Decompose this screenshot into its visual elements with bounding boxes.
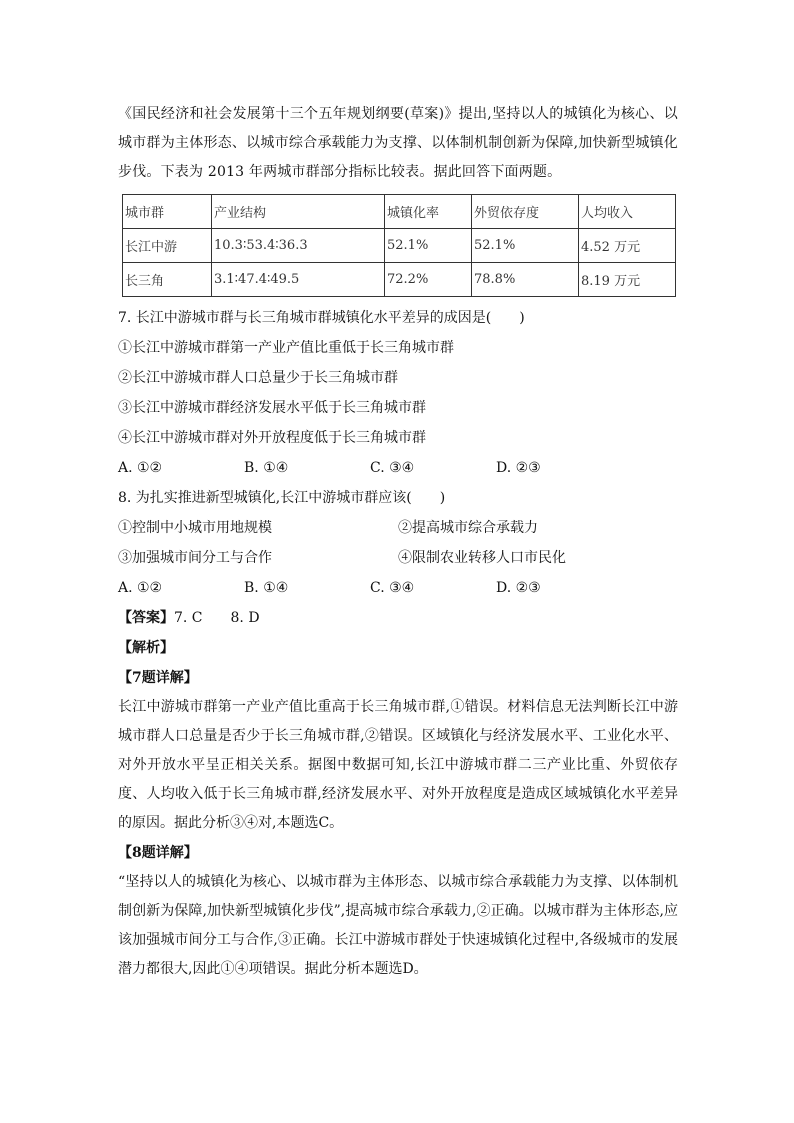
analysis-label: 【解析】 bbox=[118, 640, 174, 656]
table-cell: 52.1% bbox=[385, 229, 472, 263]
table-cell: 长三角 bbox=[123, 263, 212, 297]
table-row bbox=[123, 229, 676, 263]
comparison-table bbox=[122, 194, 676, 297]
table-header-cell: 产业结构 bbox=[212, 195, 385, 229]
detail-7-text: 长江中游城市群第一产业产值比重高于长三角城市群,①错误。材料信息无法判断长江中游城市群人口总量是否少于长三角城市群,②错误。区域镇化与经济发展水平、工业化水平、对外开放水平呈正相关关系。据图中数据可知,长江中游城市群二三产业比重、外贸依存度、人均收入低于长三角城市群,经济发展水平、对外开放程度是造成区域城镇化水平差异的原因。据此分析③④对,本题选C。 bbox=[118, 699, 678, 831]
question-8-item: ④限制农业转移人口市民化 bbox=[398, 550, 566, 566]
option-d: D. ②③ bbox=[496, 460, 541, 476]
table-cell: 长江中游 bbox=[123, 229, 212, 263]
answer-label: 【答案】 bbox=[118, 610, 174, 626]
question-7-stem: 7. 长江中游城市群与长三角城市群城镇化水平差异的成因是( ) bbox=[118, 310, 525, 326]
table-header-cell: 外贸依存度 bbox=[472, 195, 579, 229]
answer-text: 7. C 8. D bbox=[174, 610, 260, 626]
question-8-options bbox=[118, 573, 678, 603]
answer-line bbox=[118, 603, 678, 633]
detail-8-text: “坚持以人的城镇化为核心、以城市群为主体形态、以城市综合承载能力为支撑、以体制机制创新为保障,加快新型城镇化步伐”,提高城市综合承载力,②正确。以城市群为主体形态,应该加强城市间分工与合作,③正确。长江中游城市群处于快速城镇化过程中,各级城市的发展潜力都很大,因此①④项错误。据此分析本题选D。 bbox=[118, 874, 678, 977]
table-cell: 78.8% bbox=[472, 263, 579, 297]
question-8-item: ②提高城市综合承载力 bbox=[398, 520, 538, 536]
option-d: D. ②③ bbox=[496, 580, 541, 596]
detail-7-label: 【7题详解】 bbox=[118, 670, 198, 686]
table-header-cell: 城市群 bbox=[123, 195, 212, 229]
option-c: C. ③④ bbox=[370, 460, 415, 476]
table-cell: 8.19 万元 bbox=[579, 263, 676, 297]
question-7-item: ③长江中游城市群经济发展水平低于长三角城市群 bbox=[118, 400, 426, 416]
question-7-options bbox=[118, 453, 678, 483]
table-header-cell: 人均收入 bbox=[579, 195, 676, 229]
option-a: A. ①② bbox=[118, 580, 163, 596]
table-cell: 3.1∶47.4∶49.5 bbox=[212, 263, 385, 297]
table-cell: 10.3∶53.4∶36.3 bbox=[212, 229, 385, 263]
table-cell: 4.52 万元 bbox=[579, 229, 676, 263]
question-8-item: ③加强城市间分工与合作 bbox=[118, 550, 272, 566]
table-row bbox=[123, 263, 676, 297]
table-cell: 72.2% bbox=[385, 263, 472, 297]
question-7-item: ④长江中游城市群对外开放程度低于长三角城市群 bbox=[118, 430, 426, 446]
question-7-item: ②长江中游城市群人口总量少于长三角城市群 bbox=[118, 370, 398, 386]
option-a: A. ①② bbox=[118, 460, 163, 476]
intro-paragraph: 《国民经济和社会发展第十三个五年规划纲要(草案)》提出,坚持以人的城镇化为核心、以城市群为主体形态、以城市综合承载能力为支撑、以体制机制创新为保障,加快新型城镇化步伐。下表为 2013 年两城市群部分指标比较表。据此回答下面两题。 bbox=[118, 106, 678, 180]
question-7-item: ①长江中游城市群第一产业产值比重低于长三角城市群 bbox=[118, 340, 454, 356]
option-c: C. ③④ bbox=[370, 580, 415, 596]
question-8-stem: 8. 为扎实推进新型城镇化,长江中游城市群应该( ) bbox=[118, 490, 446, 506]
option-b: B. ①④ bbox=[244, 580, 289, 596]
table-header-cell: 城镇化率 bbox=[385, 195, 472, 229]
detail-8-label: 【8题详解】 bbox=[118, 845, 198, 861]
option-b: B. ①④ bbox=[244, 460, 289, 476]
table-cell: 52.1% bbox=[472, 229, 579, 263]
table-header-row bbox=[123, 195, 676, 229]
question-8-items-row bbox=[118, 543, 678, 573]
question-8-item: ①控制中小城市用地规模 bbox=[118, 520, 272, 536]
question-8-items-row bbox=[118, 513, 678, 543]
document-page bbox=[118, 100, 678, 984]
